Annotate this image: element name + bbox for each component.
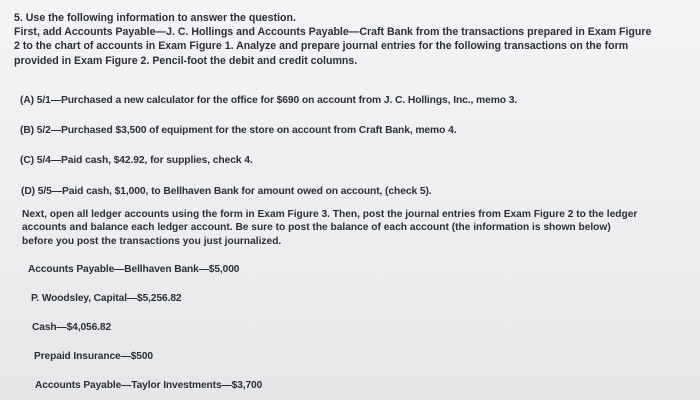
next-line-2: accounts and balance each ledger account. Be sure to post the balance of each account (the information is shown below) [22, 222, 611, 234]
instruction-line-1: First, add Accounts Payable—J. C. Hollings and Accounts Payable—Craft Bank from the transactions prepared in Exam Figure [14, 26, 652, 39]
transaction-d: (D) 5/5—Paid cash, $1,000, to Bellhaven Bank for amount owed on account, (check 5). [21, 186, 432, 197]
instruction-line-3: provided in Exam Figure 2. Pencil-foot the debit and credit columns. [14, 54, 358, 67]
next-line-1: Next, open all ledger accounts using the form in Exam Figure 3. Then, post the journal entries from Exam Figure 2 to the ledger [22, 209, 638, 220]
next-line-3: before you post the transactions you just journalized. [22, 235, 282, 247]
balance-accounts-payable-bellhaven: Accounts Payable—Bellhaven Bank—$5,000 [28, 264, 240, 275]
transaction-a: (A) 5/1—Purchased a new calculator for the office for $690 on account from J. C. Hollings, Inc., memo 3. [20, 95, 518, 106]
balance-woodsley-capital: P. Woodsley, Capital—$5,256.82 [31, 293, 182, 304]
balance-accounts-payable-taylor: Accounts Payable—Taylor Investments—$3,700 [35, 380, 263, 391]
instruction-line-2: 2 to the chart of accounts in Exam Figure 1. Analyze and prepare journal entries for the following transactions on the form [14, 40, 629, 53]
next-instructions [22, 208, 687, 248]
question-intro [14, 11, 690, 68]
balance-prepaid-insurance: Prepaid Insurance—$500 [34, 351, 153, 362]
transaction-c: (C) 5/4—Paid cash, $42.92, for supplies, check 4. [20, 155, 253, 166]
balance-cash: Cash—$4,056.82 [32, 322, 112, 333]
transaction-b: (B) 5/2—Purchased $3,500 of equipment for the store on account from Craft Bank, memo 4. [20, 125, 457, 136]
question-heading: 5. Use the following information to answer the question. [14, 12, 296, 24]
